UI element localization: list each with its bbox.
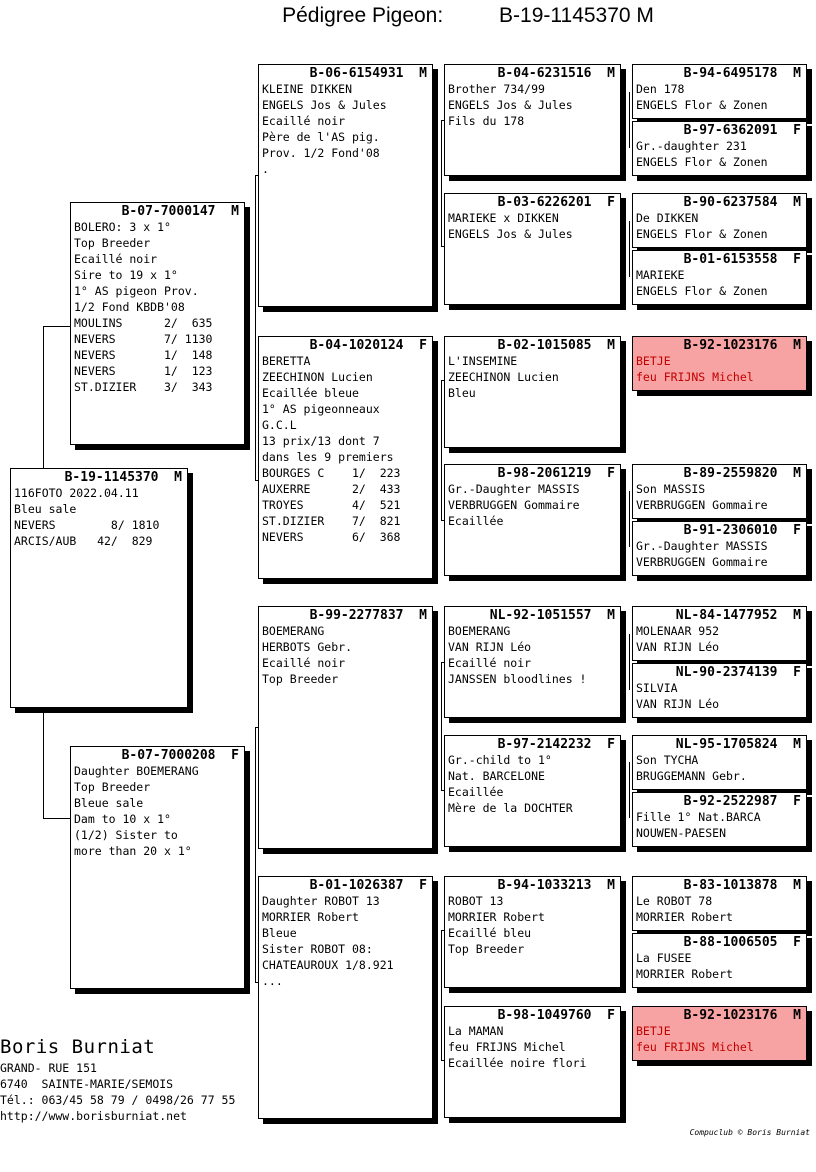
pigeon-info-line: NEVERS 6/ 368: [262, 530, 401, 544]
footer-credit: Compuclub © Boris Burniat: [689, 1128, 810, 1137]
pigeon-info-line: Ecaillée bleue: [262, 386, 359, 400]
pigeon-info-line: Prov. 1/2 Fond'08: [262, 146, 380, 160]
pigeon-info-line: BETJE: [636, 354, 671, 368]
pigeon-info-line: Fils du 178: [448, 114, 525, 128]
pigeon-info-line: ROBOT 13: [448, 894, 504, 908]
connector-line: [441, 120, 442, 246]
pigeon-info-line: Gr.-Daughter MASSIS: [636, 539, 768, 553]
pigeon-info-line: Gr.-Daughter MASSIS: [448, 482, 580, 496]
pigeon-info-line: Top Breeder: [74, 236, 151, 250]
pigeon-info-line: Ecaillé noir: [262, 656, 346, 670]
pigeon-info-line: ENGELS Flor & Zonen: [636, 155, 768, 169]
pigeon-card-subject[interactable]: [10, 468, 188, 708]
ring-number: B-01-6153558 F: [683, 252, 801, 267]
pigeon-info-line: ZEECHINON Lucien: [448, 370, 559, 384]
owner-address-line: 6740 SAINTE-MARIE/SEMOIS: [0, 1077, 174, 1091]
pigeon-info-line: MORRIER Robert: [262, 910, 359, 924]
pigeon-info-line: feu FRIJNS Michel: [636, 370, 754, 384]
pigeon-info-line: feu FRIJNS Michel: [636, 1040, 754, 1054]
pigeon-info-line: ST.DIZIER 7/ 821: [262, 514, 401, 528]
connector-line: [629, 762, 630, 818]
pigeon-card-ancestor[interactable]: [632, 792, 807, 847]
pigeon-info-line: BOEMERANG: [262, 624, 325, 638]
pigeon-info-line: Brother 734/99: [448, 82, 545, 96]
connector-line: [441, 930, 442, 1060]
ring-number: B-88-1006505 F: [683, 935, 801, 950]
ring-number: B-07-7000208 F: [121, 748, 239, 763]
connector-line: [43, 326, 44, 468]
pigeon-info-line: BOEMERANG: [448, 624, 511, 638]
owner-address-line: GRAND- RUE 151: [0, 1061, 97, 1075]
pigeon-card-ancestor[interactable]: [632, 606, 807, 661]
connector-line: [629, 491, 630, 547]
ring-number: B-04-6231516 M: [497, 66, 615, 81]
pigeon-info-line: MORRIER Robert: [636, 910, 733, 924]
pigeon-info-line: ENGELS Flor & Zonen: [636, 227, 768, 241]
pigeon-card-great-grandparent[interactable]: [444, 64, 621, 176]
pigeon-info-line: Ecaillée noire flori: [448, 1056, 587, 1070]
ring-number: B-90-6237584 M: [683, 195, 801, 210]
pigeon-info-line: ...: [262, 974, 283, 988]
pigeon-info-line: Gr.-child to 1°: [448, 753, 552, 767]
pigeon-info-line: NEVERS 1/ 123: [74, 364, 213, 378]
ring-number: B-94-1033213 M: [497, 878, 615, 893]
pigeon-info-line: Ecaillé noir: [74, 252, 158, 266]
pigeon-info-line: Bleue sale: [74, 796, 144, 810]
pigeon-info-line: Bleu: [448, 386, 476, 400]
pigeon-info-line: Bleue: [262, 926, 297, 940]
pigeon-info-line: VERBRUGGEN Gommaire: [636, 498, 768, 512]
pigeon-card-ancestor[interactable]: [632, 250, 807, 305]
pigeon-info-line: L'INSEMINE: [448, 354, 518, 368]
pigeon-info-line: Le ROBOT 78: [636, 894, 713, 908]
pigeon-info-line: KLEINE DIKKEN: [262, 82, 353, 96]
pigeon-info-line: Nat. BARCELONE: [448, 769, 545, 783]
ring-number: B-83-1013878 M: [683, 878, 801, 893]
owner-info: [0, 1034, 235, 1124]
pigeon-info-line: VAN RIJN Léo: [636, 697, 720, 711]
pigeon-info-line: VERBRUGGEN Gommaire: [636, 555, 768, 569]
pigeon-info-line: VAN RIJN Léo: [636, 640, 720, 654]
pigeon-info-line: JANSSEN bloodlines !: [448, 672, 587, 686]
ring-number: B-98-2061219 F: [497, 466, 615, 481]
pigeon-info-line: Top Breeder: [262, 672, 339, 686]
pigeon-info-line: MORRIER Robert: [636, 967, 733, 981]
pigeon-info-line: Son TYCHA: [636, 753, 699, 767]
pigeon-card-great-grandparent[interactable]: [444, 336, 621, 448]
pigeon-info-line: Ecaillée: [448, 514, 504, 528]
pigeon-info-line: ENGELS Flor & Zonen: [636, 284, 768, 298]
pigeon-card-ancestor[interactable]: [632, 336, 807, 391]
owner-phone: Tél.: 063/45 58 79 / 0498/26 77 55: [0, 1093, 236, 1107]
ring-number: NL-95-1705824 M: [675, 737, 801, 752]
pigeon-info-line: BERETTA: [262, 354, 311, 368]
pigeon-info-line: VERBRUGGEN Gommaire: [448, 498, 580, 512]
pigeon-info-line: BOURGES C 1/ 223: [262, 466, 401, 480]
pigeon-info-line: Ecaillé noir: [262, 114, 346, 128]
title-ring: B-19-1145370 M: [499, 4, 654, 27]
pigeon-card-grandparent[interactable]: [258, 606, 433, 849]
pigeon-info-line: dans les 9 premiers: [262, 450, 394, 464]
ring-number: B-19-1145370 M: [64, 470, 182, 485]
pigeon-card-ancestor[interactable]: [632, 876, 807, 931]
pigeon-info-line: MARIEKE x DIKKEN: [448, 211, 559, 225]
pigeon-info-line: MORRIER Robert: [448, 910, 545, 924]
pigeon-info-line: Sire to 19 x 1°: [74, 268, 178, 282]
pigeon-card-grandparent[interactable]: [258, 64, 433, 307]
ring-number: B-89-2559820 M: [683, 466, 801, 481]
ring-number: B-99-2277837 M: [309, 608, 427, 623]
pigeon-info-line: MARIEKE: [636, 268, 685, 282]
pigeon-card-great-grandparent[interactable]: [444, 464, 621, 576]
ring-number: B-91-2306010 F: [683, 523, 801, 538]
ring-number: B-03-6226201 F: [497, 195, 615, 210]
pigeon-info-line: SILVIA: [636, 681, 678, 695]
pigeon-info-line: 1° AS pigeonneaux: [262, 402, 380, 416]
pigeon-info-line: (1/2) Sister to: [74, 828, 178, 842]
pigeon-info-line: 116FOTO 2022.04.11: [14, 486, 139, 500]
pigeon-info-line: TROYES 4/ 521: [262, 498, 401, 512]
ring-number: B-04-1020124 F: [309, 338, 427, 353]
pigeon-info-line: NEVERS 8/ 1810: [14, 518, 160, 532]
pigeon-info-line: Daughter BOEMERANG: [74, 764, 199, 778]
ring-number: B-94-6495178 M: [683, 66, 801, 81]
ring-number: B-97-2142232 F: [497, 737, 615, 752]
pigeon-card-ancestor[interactable]: [632, 933, 807, 988]
pigeon-info-line: G.C.L: [262, 418, 297, 432]
pigeon-card-ancestor[interactable]: [632, 735, 807, 790]
pigeon-card-ancestor[interactable]: [632, 1006, 807, 1061]
pigeon-card-grandparent[interactable]: [258, 336, 433, 579]
connector-line: [255, 727, 256, 982]
pigeon-info-line: Mère de la DOCHTER: [448, 801, 573, 815]
ring-number: B-07-7000147 M: [121, 204, 239, 219]
pigeon-info-line: Daughter ROBOT 13: [262, 894, 380, 908]
pigeon-info-line: ENGELS Jos & Jules: [448, 227, 573, 241]
pigeon-info-line: Père de l'AS pig.: [262, 130, 380, 144]
pigeon-info-line: La MAMAN: [448, 1024, 504, 1038]
pigeon-info-line: CHATEAUROUX 1/8.921: [262, 958, 394, 972]
pigeon-info-line: MOULINS 2/ 635: [74, 316, 213, 330]
pigeon-info-line: 1° AS pigeon Prov.: [74, 284, 199, 298]
pigeon-card-ancestor[interactable]: [632, 193, 807, 248]
pigeon-info-line: AUXERRE 2/ 433: [262, 482, 401, 496]
pigeon-info-line: ARCIS/AUB 42/ 829: [14, 534, 153, 548]
pigeon-info-line: Ecaillé noir: [448, 656, 532, 670]
ring-number: B-06-6154931 M: [309, 66, 427, 81]
pigeon-info-line: ENGELS Jos & Jules: [448, 98, 573, 112]
pigeon-info-line: ENGELS Jos & Jules: [262, 98, 387, 112]
ring-number: B-97-6362091 F: [683, 123, 801, 138]
pigeon-info-line: 13 prix/13 dont 7: [262, 434, 380, 448]
pigeon-card-ancestor[interactable]: [632, 521, 807, 576]
pigeon-card-great-grandparent[interactable]: [444, 735, 621, 847]
pigeon-info-line: Sister ROBOT 08:: [262, 942, 373, 956]
pigeon-info-line: NEVERS 1/ 148: [74, 348, 213, 362]
pigeon-info-line: VAN RIJN Léo: [448, 640, 532, 654]
pigeon-card-ancestor[interactable]: [632, 121, 807, 176]
pigeon-info-line: .: [262, 162, 269, 176]
pigeon-info-line: HERBOTS Gebr.: [262, 640, 353, 654]
connector-line: [441, 662, 442, 790]
pigeon-info-line: more than 20 x 1°: [74, 844, 192, 858]
pigeon-card-great-grandparent[interactable]: [444, 876, 621, 988]
pigeon-info-line: Top Breeder: [448, 942, 525, 956]
pigeon-info-line: Dam to 10 x 1°: [74, 812, 171, 826]
pigeon-info-line: ENGELS Flor & Zonen: [636, 98, 768, 112]
pigeon-info-line: NOUWEN-PAESEN: [636, 826, 727, 840]
pigeon-card-dam[interactable]: [70, 746, 245, 989]
ring-number: B-02-1015085 M: [497, 338, 615, 353]
connector-line: [629, 634, 630, 690]
pigeon-info-line: De DIKKEN: [636, 211, 699, 225]
pigeon-info-line: ST.DIZIER 3/ 343: [74, 380, 213, 394]
pigeon-info-line: 1/2 Fond KBDB'08: [74, 300, 185, 314]
connector-line: [43, 708, 44, 818]
pigeon-card-ancestor[interactable]: [632, 464, 807, 519]
ring-number: B-98-1049760 F: [497, 1008, 615, 1023]
pigeon-card-grandparent[interactable]: [258, 876, 433, 1119]
pigeon-card-ancestor[interactable]: [632, 663, 807, 718]
connector-line: [629, 92, 630, 148]
owner-name: Boris Burniat: [0, 1036, 156, 1058]
pigeon-info-line: Ecaillée: [448, 785, 504, 799]
pigeon-card-ancestor[interactable]: [632, 64, 807, 119]
ring-number: B-92-2522987 F: [683, 794, 801, 809]
pigeon-info-line: Ecaillé bleu: [448, 926, 532, 940]
pigeon-info-line: NEVERS 7/ 1130: [74, 332, 213, 346]
connector-line: [255, 175, 256, 480]
pigeon-info-line: Top Breeder: [74, 780, 151, 794]
pigeon-card-great-grandparent[interactable]: [444, 193, 621, 305]
page-title: [0, 4, 816, 28]
pigeon-card-sire[interactable]: [70, 202, 245, 445]
pigeon-info-line: Den 178: [636, 82, 685, 96]
pigeon-info-line: BRUGGEMANN Gebr.: [636, 769, 747, 783]
ring-number: B-92-1023176 M: [683, 1008, 801, 1023]
pigeon-info-line: feu FRIJNS Michel: [448, 1040, 566, 1054]
pigeon-info-line: MOLENAAR 952: [636, 624, 720, 638]
ring-number: NL-90-2374139 F: [675, 665, 801, 680]
ring-number: B-92-1023176 M: [683, 338, 801, 353]
ring-number: B-01-1026387 F: [309, 878, 427, 893]
ring-number: NL-92-1051557 M: [489, 608, 615, 623]
pigeon-info-line: Fille 1° Nat.BARCA: [636, 810, 761, 824]
pigeon-info-line: BOLERO: 3 x 1°: [74, 220, 171, 234]
owner-website[interactable]: http://www.borisburniat.net: [0, 1109, 187, 1123]
pigeon-info-line: Bleu sale: [14, 502, 77, 516]
ring-number: NL-84-1477952 M: [675, 608, 801, 623]
pigeon-info-line: Gr.-daughter 231: [636, 139, 747, 153]
title-label: Pédigree Pigeon:: [282, 4, 444, 27]
pigeon-card-great-grandparent[interactable]: [444, 1006, 621, 1118]
connector-line: [43, 326, 70, 327]
pigeon-info-line: ZEECHINON Lucien: [262, 370, 373, 384]
pigeon-card-great-grandparent[interactable]: [444, 606, 621, 718]
pigeon-info-line: BETJE: [636, 1024, 671, 1038]
pigeon-info-line: Son MASSIS: [636, 482, 706, 496]
connector-line: [43, 818, 70, 819]
pigeon-info-line: La FUSEE: [636, 951, 692, 965]
connector-line: [629, 221, 630, 277]
connector-line: [441, 380, 442, 520]
